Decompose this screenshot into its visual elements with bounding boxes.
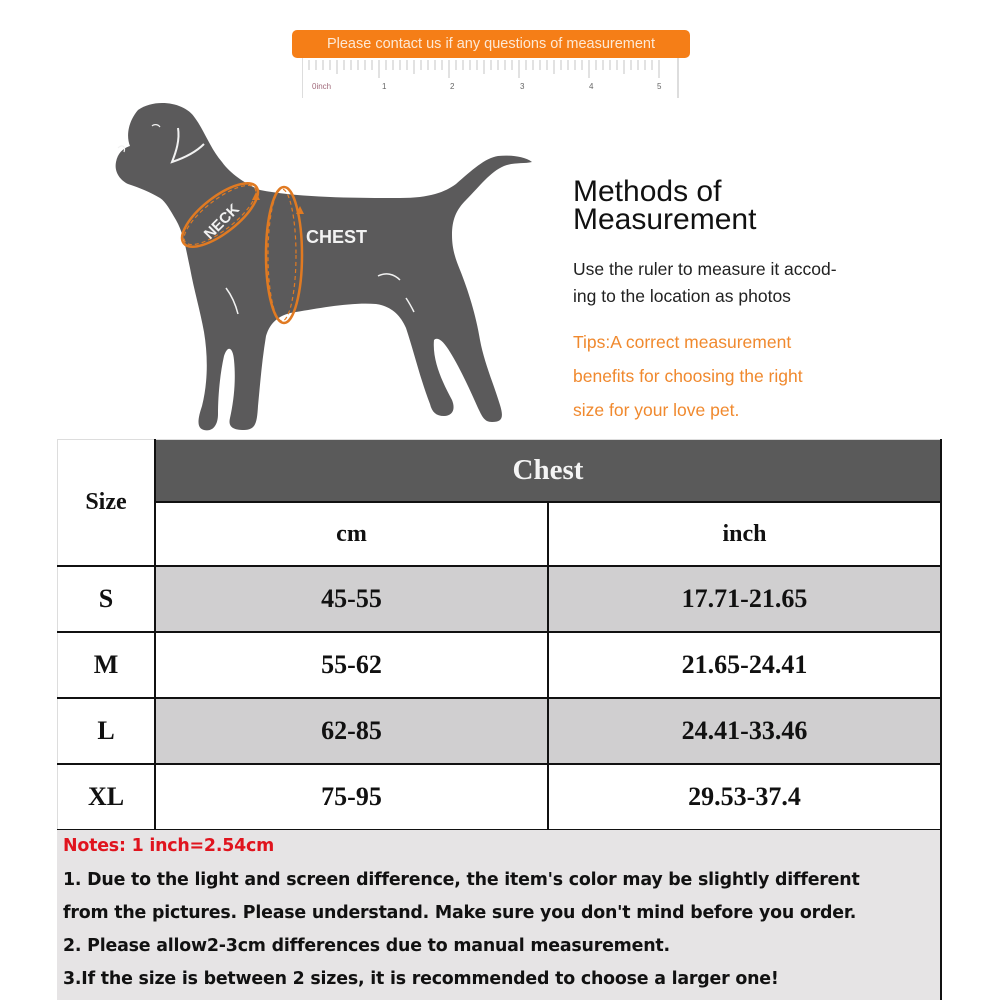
methods-desc-line: Use the ruler to measure it accod- <box>573 259 837 279</box>
chest-group-header: Chest <box>155 440 941 503</box>
cm-cell: 55-62 <box>155 632 548 698</box>
inch-cell: 21.65-24.41 <box>548 632 941 698</box>
contact-banner: Please contact us if any questions of measurement <box>292 30 690 58</box>
size-cell: S <box>58 566 156 632</box>
ruler-tick-label: 3 <box>520 82 525 91</box>
size-column-header: Size <box>58 440 156 567</box>
tips-line: size for your love pet. <box>573 400 740 420</box>
methods-title <box>573 175 757 236</box>
note-line: 1. Due to the light and screen difference, the item's color may be slightly different <box>63 870 860 890</box>
size-cell: L <box>58 698 156 764</box>
inch-cell: 29.53-37.4 <box>548 764 941 830</box>
table-row <box>58 698 942 764</box>
tips-line: benefits for choosing the right <box>573 366 803 386</box>
ruler-unit-label: 0inch <box>312 82 332 91</box>
ruler-tick-label: 5 <box>657 82 662 91</box>
note-line: 3.If the size is between 2 sizes, it is recommended to choose a larger one! <box>63 969 779 989</box>
cm-cell: 75-95 <box>155 764 548 830</box>
ruler-icon <box>302 58 680 100</box>
note-line: 2. Please allow2-3cm differences due to manual measurement. <box>63 936 670 956</box>
size-chart-table <box>57 439 942 831</box>
table-row <box>58 566 942 632</box>
dog-measurement-diagram <box>100 100 550 440</box>
inch-cell: 24.41-33.46 <box>548 698 941 764</box>
size-cell: XL <box>58 764 156 830</box>
methods-description <box>573 256 903 310</box>
neck-label: NECK <box>200 200 243 243</box>
methods-desc-line: ing to the location as photos <box>573 286 791 306</box>
notes-title: Notes: 1 inch=2.54cm <box>63 836 275 856</box>
tips-text <box>573 325 873 427</box>
table-unit-row <box>58 502 942 566</box>
note-line: from the pictures. Please understand. Make sure you don't mind before you order. <box>63 903 857 923</box>
cm-cell: 62-85 <box>155 698 548 764</box>
ruler-tick-label: 4 <box>589 82 594 91</box>
cm-cell: 45-55 <box>155 566 548 632</box>
inch-column-header: inch <box>548 502 941 566</box>
ruler-tick-label: 2 <box>450 82 455 91</box>
methods-title-line: Methods of <box>573 175 722 208</box>
methods-title-line: Measurement <box>573 203 757 236</box>
inch-cell: 17.71-21.65 <box>548 566 941 632</box>
table-row <box>58 632 942 698</box>
dog-silhouette-icon <box>100 100 550 440</box>
cm-column-header: cm <box>155 502 548 566</box>
tips-line: Tips:A correct measurement <box>573 332 792 352</box>
table-row <box>58 764 942 830</box>
size-cell: M <box>58 632 156 698</box>
notes-box <box>57 830 942 1000</box>
table-header-row <box>58 440 942 503</box>
ruler-tick-label: 1 <box>382 82 387 91</box>
ruler-graphic <box>302 58 680 100</box>
chest-label: CHEST <box>306 227 368 247</box>
